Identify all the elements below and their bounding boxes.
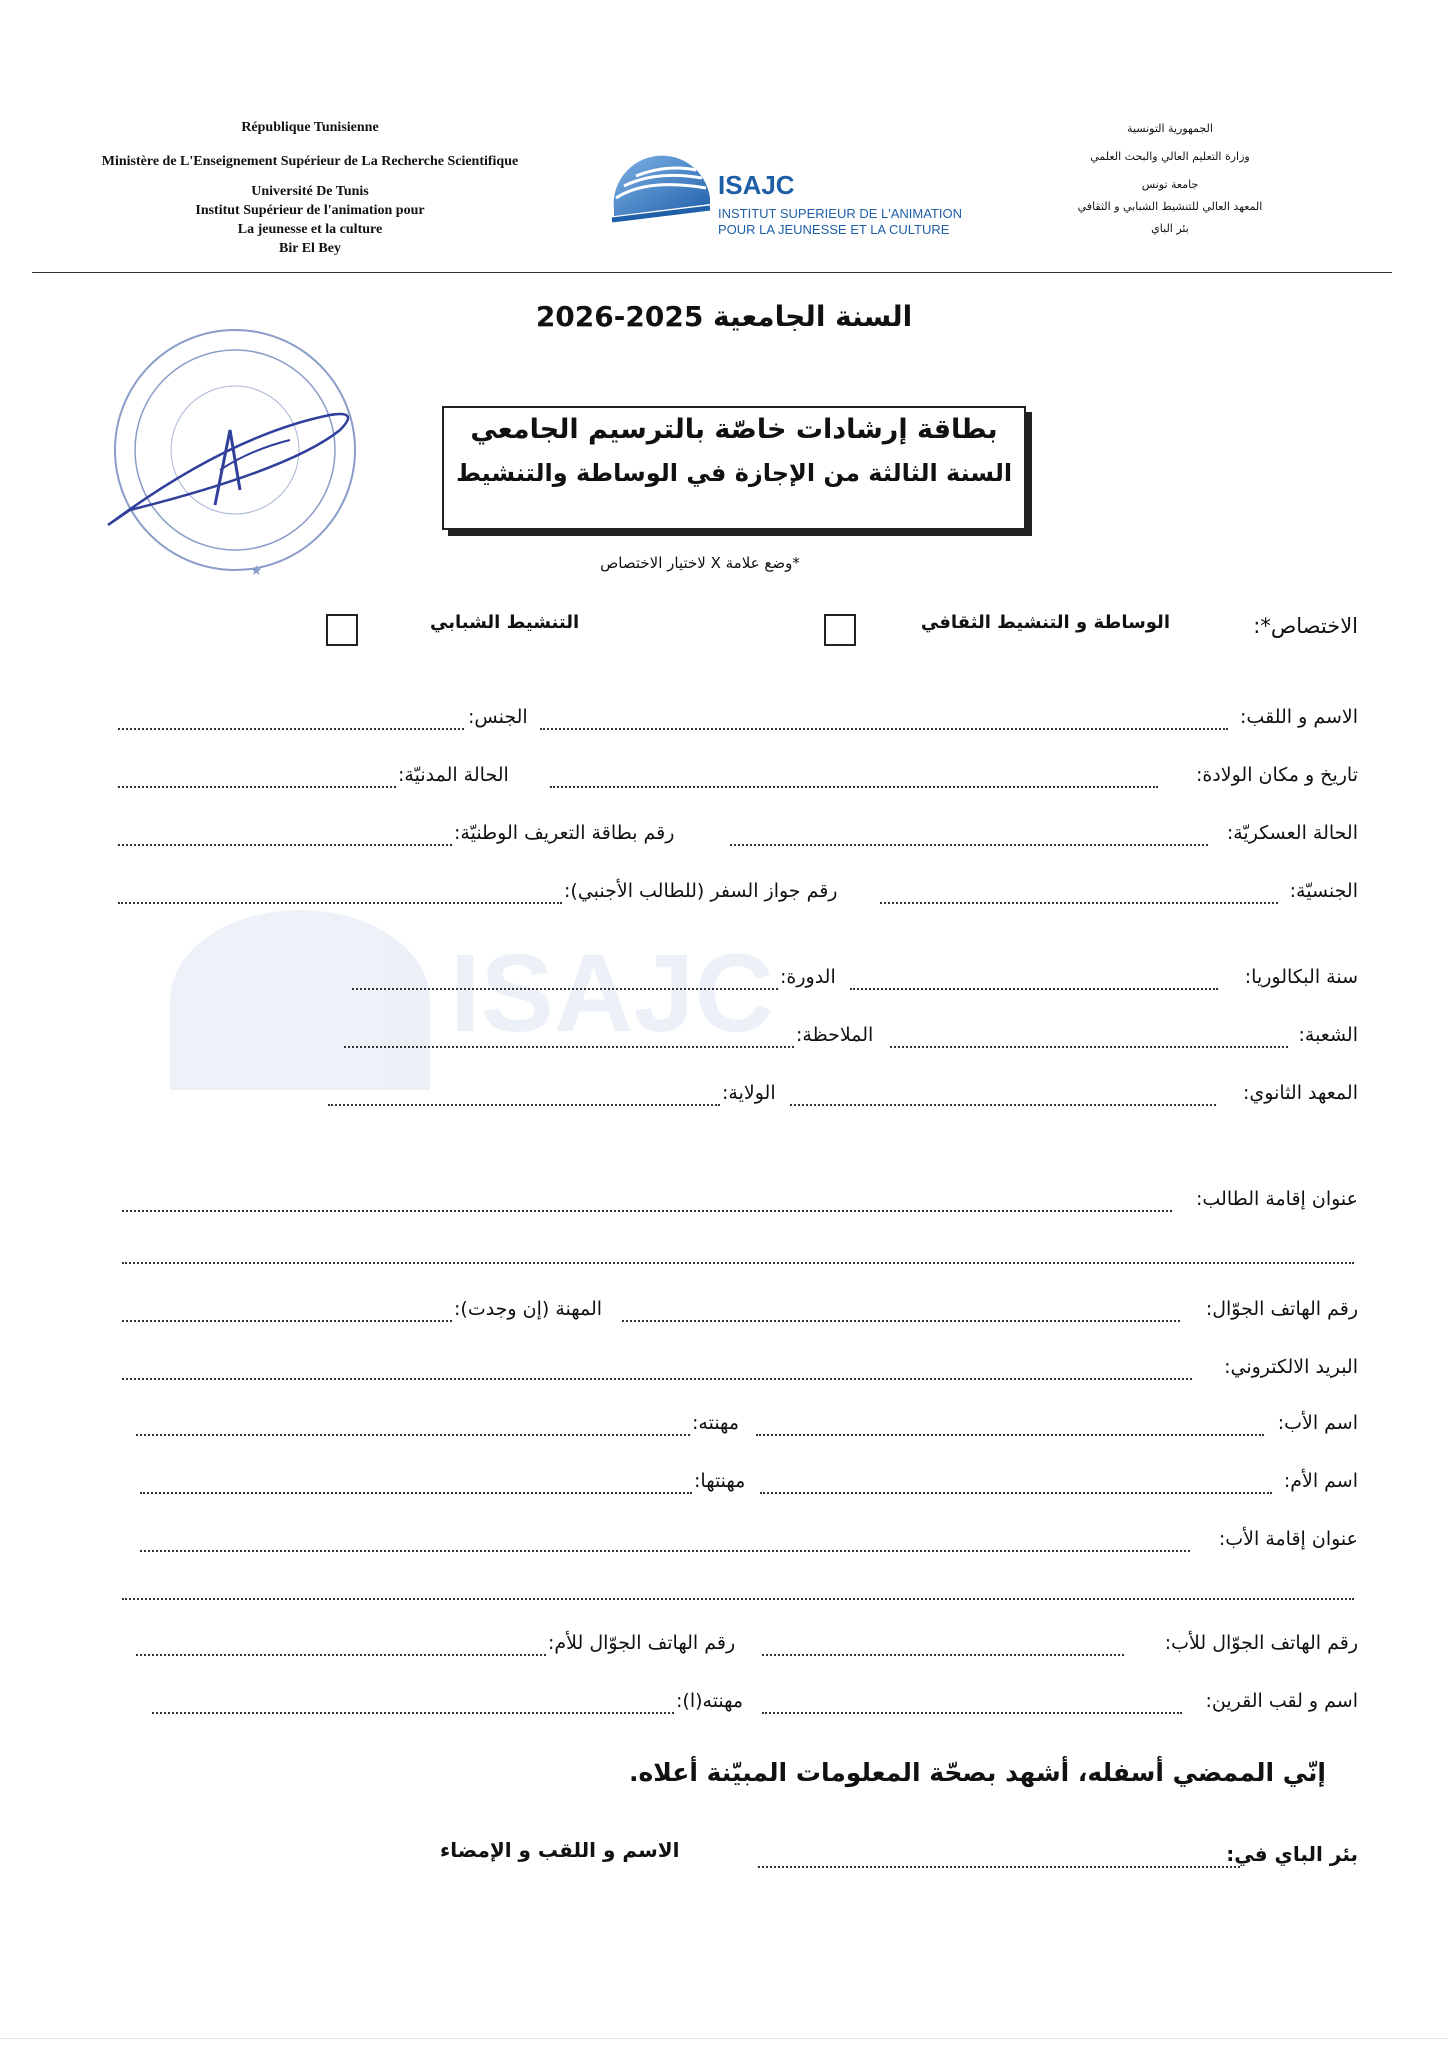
page-bottom-edge [0, 2038, 1448, 2039]
id-card-field[interactable] [118, 844, 452, 846]
nationality-field[interactable] [880, 902, 1278, 904]
session-field[interactable] [352, 988, 778, 990]
branch-label: الشعبة: [1298, 1024, 1358, 1046]
profession-label: المهنة (إن وجدت): [454, 1298, 603, 1320]
address-field-line2[interactable] [122, 1262, 1354, 1264]
governorate-field[interactable] [328, 1104, 720, 1106]
specialty-option1-label: الوساطة و التنشيط الثقافي [920, 612, 1170, 633]
name-field[interactable] [540, 728, 1228, 730]
card-title: بطاقة إرشادات خاصّة بالترسيم الجامعي [470, 414, 998, 445]
civil-status-label: الحالة المدنيّة: [398, 764, 509, 786]
governorate-label: الولاية: [722, 1082, 776, 1104]
date-field[interactable] [758, 1866, 1240, 1868]
branch-field[interactable] [890, 1046, 1288, 1048]
spouse-job-label: مهنته(ا): [676, 1690, 744, 1712]
id-card-label: رقم بطاقة التعريف الوطنيّة: [454, 822, 675, 844]
father-address-label: عنوان إقامة الأب: [1218, 1528, 1358, 1550]
watermark-acronym: ISAJC [450, 932, 774, 1055]
father-address-field-line2[interactable] [122, 1598, 1354, 1600]
birth-field[interactable] [550, 786, 1158, 788]
header-ar [1060, 118, 1280, 240]
academic-year: السنة الجامعية 2025-2026 [535, 300, 913, 333]
logo-acronym: ISAJC [718, 170, 795, 200]
header-fr [30, 118, 590, 258]
card-subtitle: السنة الثالثة من الإجازة في الوساطة والتنشيط [455, 459, 1013, 487]
email-field[interactable] [122, 1378, 1192, 1380]
profession-field[interactable] [122, 1320, 452, 1322]
logo-line1: INSTITUT SUPERIEUR DE L'ANIMATION [718, 206, 962, 221]
mention-field[interactable] [344, 1046, 794, 1048]
header-fr-line6: Bir El Bey [279, 241, 341, 256]
header-divider [32, 272, 1392, 273]
specialty-option2-label: التنشيط الشبابي [430, 612, 580, 633]
birth-label: تاريخ و مكان الولادة: [1195, 764, 1358, 786]
svg-text:★: ★ [250, 563, 263, 579]
email-label: البريد الالكتروني: [1224, 1356, 1358, 1378]
mobile-label: رقم الهاتف الجوّال: [1205, 1298, 1358, 1320]
father-mobile-label: رقم الهاتف الجوّال للأب: [1164, 1632, 1358, 1654]
header-fr-line4: Institut Supérieur de l'animation pour [195, 203, 425, 218]
specialty-label: الاختصاص*: [1253, 614, 1358, 638]
isajc-logo [606, 148, 986, 248]
header-ar-line3: جامعة تونس [1141, 178, 1199, 191]
father-address-field-line1[interactable] [140, 1550, 1190, 1552]
globe-logo-icon [606, 148, 716, 248]
military-field[interactable] [730, 844, 1208, 846]
military-label: الحالة العسكريّة: [1226, 822, 1358, 844]
header-fr-line2: Ministère de L'Enseignement Supérieur de La Recherche Scientifique [101, 154, 519, 169]
signature-label: الاسم و اللقب و الإمضاء [440, 1838, 680, 1862]
header-fr-line1: République Tunisienne [241, 120, 379, 135]
mobile-field[interactable] [622, 1320, 1180, 1322]
mother-mobile-field[interactable] [136, 1654, 546, 1656]
header-ar-line4: المعهد العالي للتنشيط الشبابي و الثقافي [1077, 200, 1263, 213]
father-name-field[interactable] [756, 1434, 1264, 1436]
spouse-label: اسم و لقب القرين: [1205, 1690, 1358, 1712]
session-label: الدورة: [780, 966, 836, 988]
father-job-field[interactable] [136, 1434, 690, 1436]
spouse-job-field[interactable] [152, 1712, 674, 1714]
mother-name-field[interactable] [760, 1492, 1272, 1494]
high-school-field[interactable] [790, 1104, 1216, 1106]
logo-text [718, 206, 962, 238]
spouse-field[interactable] [762, 1712, 1182, 1714]
bac-year-label: سنة البكالوريا: [1244, 966, 1358, 988]
gender-label: الجنس: [468, 706, 528, 728]
place-label: بئر الباي في: [1226, 1842, 1358, 1866]
mother-job-field[interactable] [140, 1492, 692, 1494]
mother-job-label: مهنتها: [694, 1470, 746, 1492]
logo-line2: POUR LA JEUNESSE ET LA CULTURE [718, 222, 950, 237]
father-mobile-field[interactable] [762, 1654, 1124, 1656]
passport-label: رقم جواز السفر (للطالب الأجنبي): [564, 880, 838, 902]
instruction-text: *وضع علامة X لاختيار الاختصاص [600, 554, 800, 572]
name-label: الاسم و اللقب: [1240, 706, 1358, 728]
high-school-label: المعهد الثانوي: [1243, 1082, 1358, 1104]
header-ar-line5: بئر الباي [1151, 222, 1189, 235]
father-job-label: مهنته: [692, 1412, 739, 1434]
address-label: عنوان إقامة الطالب: [1195, 1188, 1358, 1210]
header-ar-line1: الجمهورية التونسية [1127, 122, 1213, 135]
father-name-label: اسم الأب: [1277, 1412, 1358, 1434]
civil-status-field[interactable] [118, 786, 396, 788]
bac-year-field[interactable] [850, 988, 1218, 990]
header-fr-line5: La jeunesse et la culture [237, 222, 383, 237]
nationality-label: الجنسيّة: [1289, 880, 1358, 902]
official-stamp-icon [90, 320, 380, 600]
header-fr-line3: Université De Tunis [251, 184, 369, 199]
specialty-option1-checkbox[interactable] [824, 614, 856, 646]
specialty-option2-checkbox[interactable] [326, 614, 358, 646]
mention-label: الملاحظة: [796, 1024, 874, 1046]
gender-field[interactable] [118, 728, 464, 730]
card-title-box [442, 406, 1026, 530]
declaration-text: إنّي الممضي أسفله، أشهد بصحّة المعلومات المبيّنة أعلاه. [629, 1758, 1326, 1787]
mother-name-label: اسم الأم: [1283, 1470, 1358, 1492]
address-field-line1[interactable] [122, 1210, 1172, 1212]
mother-mobile-label: رقم الهاتف الجوّال للأم: [548, 1632, 736, 1654]
header-ar-line2: وزارة التعليم العالي والبحث العلمي [1090, 150, 1250, 163]
